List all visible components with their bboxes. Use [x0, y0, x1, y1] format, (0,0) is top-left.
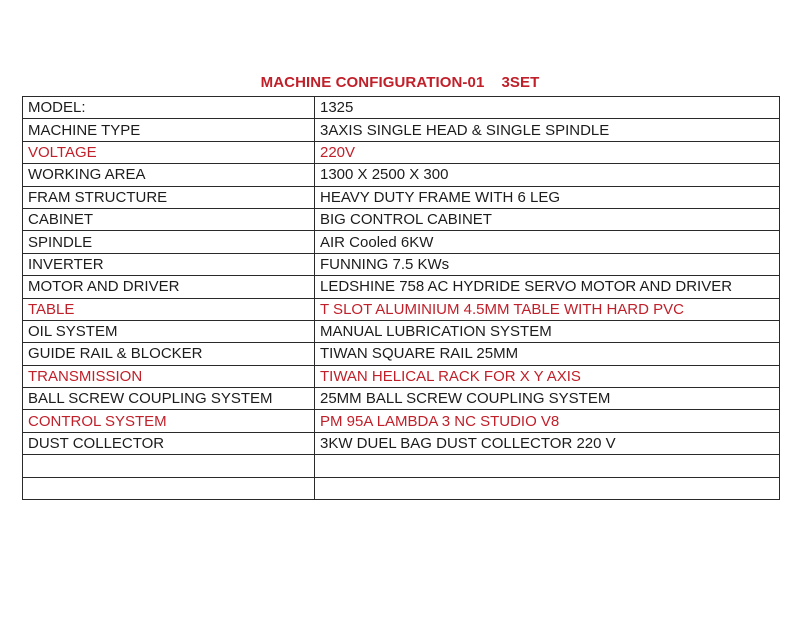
spec-value-cell: 1325	[315, 97, 780, 119]
spec-label-cell: MODEL:	[23, 97, 315, 119]
table-row	[23, 231, 780, 253]
spec-value-cell: BIG CONTROL CABINET	[315, 208, 780, 230]
spec-label-cell: OIL SYSTEM	[23, 320, 315, 342]
spec-label-cell: TRANSMISSION	[23, 365, 315, 387]
spec-value-cell: 220V	[315, 141, 780, 163]
spec-value-cell	[315, 477, 780, 499]
spec-label-cell: VOLTAGE	[23, 141, 315, 163]
spec-value-cell: MANUAL LUBRICATION SYSTEM	[315, 320, 780, 342]
spec-label-cell: GUIDE RAIL & BLOCKER	[23, 343, 315, 365]
spec-value-cell: TIWAN SQUARE RAIL 25MM	[315, 343, 780, 365]
spec-value-cell: AIR Cooled 6KW	[315, 231, 780, 253]
spec-value-cell: LEDSHINE 758 AC HYDRIDE SERVO MOTOR AND DRIVER	[315, 276, 780, 298]
spec-value-cell: 1300 X 2500 X 300	[315, 164, 780, 186]
table-row	[23, 208, 780, 230]
spec-table-body	[23, 97, 780, 500]
table-row	[23, 97, 780, 119]
spec-value-cell: T SLOT ALUMINIUM 4.5MM TABLE WITH HARD PVC	[315, 298, 780, 320]
document-title: MACHINE CONFIGURATION-01 3SET	[260, 74, 540, 91]
spec-label-cell: TABLE	[23, 298, 315, 320]
table-row	[23, 388, 780, 410]
table-row	[23, 343, 780, 365]
spec-value-cell: HEAVY DUTY FRAME WITH 6 LEG	[315, 186, 780, 208]
spec-value-cell: PM 95A LAMBDA 3 NC STUDIO V8	[315, 410, 780, 432]
spec-value-cell: FUNNING 7.5 KWs	[315, 253, 780, 275]
spec-label-cell: FRAM STRUCTURE	[23, 186, 315, 208]
spec-label-cell: SPINDLE	[23, 231, 315, 253]
spec-label-cell: MACHINE TYPE	[23, 119, 315, 141]
spec-value-cell: TIWAN HELICAL RACK FOR X Y AXIS	[315, 365, 780, 387]
table-row	[23, 253, 780, 275]
table-row	[23, 455, 780, 477]
table-row	[23, 141, 780, 163]
spec-value-cell: 25MM BALL SCREW COUPLING SYSTEM	[315, 388, 780, 410]
table-row	[23, 477, 780, 499]
spec-label-cell	[23, 477, 315, 499]
spec-label-cell: WORKING AREA	[23, 164, 315, 186]
table-row	[23, 298, 780, 320]
table-row	[23, 365, 780, 387]
spec-label-cell: INVERTER	[23, 253, 315, 275]
spec-value-cell	[315, 455, 780, 477]
table-row	[23, 164, 780, 186]
table-row	[23, 320, 780, 342]
spec-label-cell: BALL SCREW COUPLING SYSTEM	[23, 388, 315, 410]
table-row	[23, 186, 780, 208]
table-row	[23, 410, 780, 432]
spec-label-cell	[23, 455, 315, 477]
spec-value-cell: 3AXIS SINGLE HEAD & SINGLE SPINDLE	[315, 119, 780, 141]
machine-spec-table	[22, 96, 780, 500]
spec-value-cell: 3KW DUEL BAG DUST COLLECTOR 220 V	[315, 432, 780, 454]
spec-label-cell: MOTOR AND DRIVER	[23, 276, 315, 298]
spec-label-cell: DUST COLLECTOR	[23, 432, 315, 454]
spec-label-cell: CABINET	[23, 208, 315, 230]
table-row	[23, 432, 780, 454]
spec-label-cell: CONTROL SYSTEM	[23, 410, 315, 432]
table-row	[23, 276, 780, 298]
table-row	[23, 119, 780, 141]
